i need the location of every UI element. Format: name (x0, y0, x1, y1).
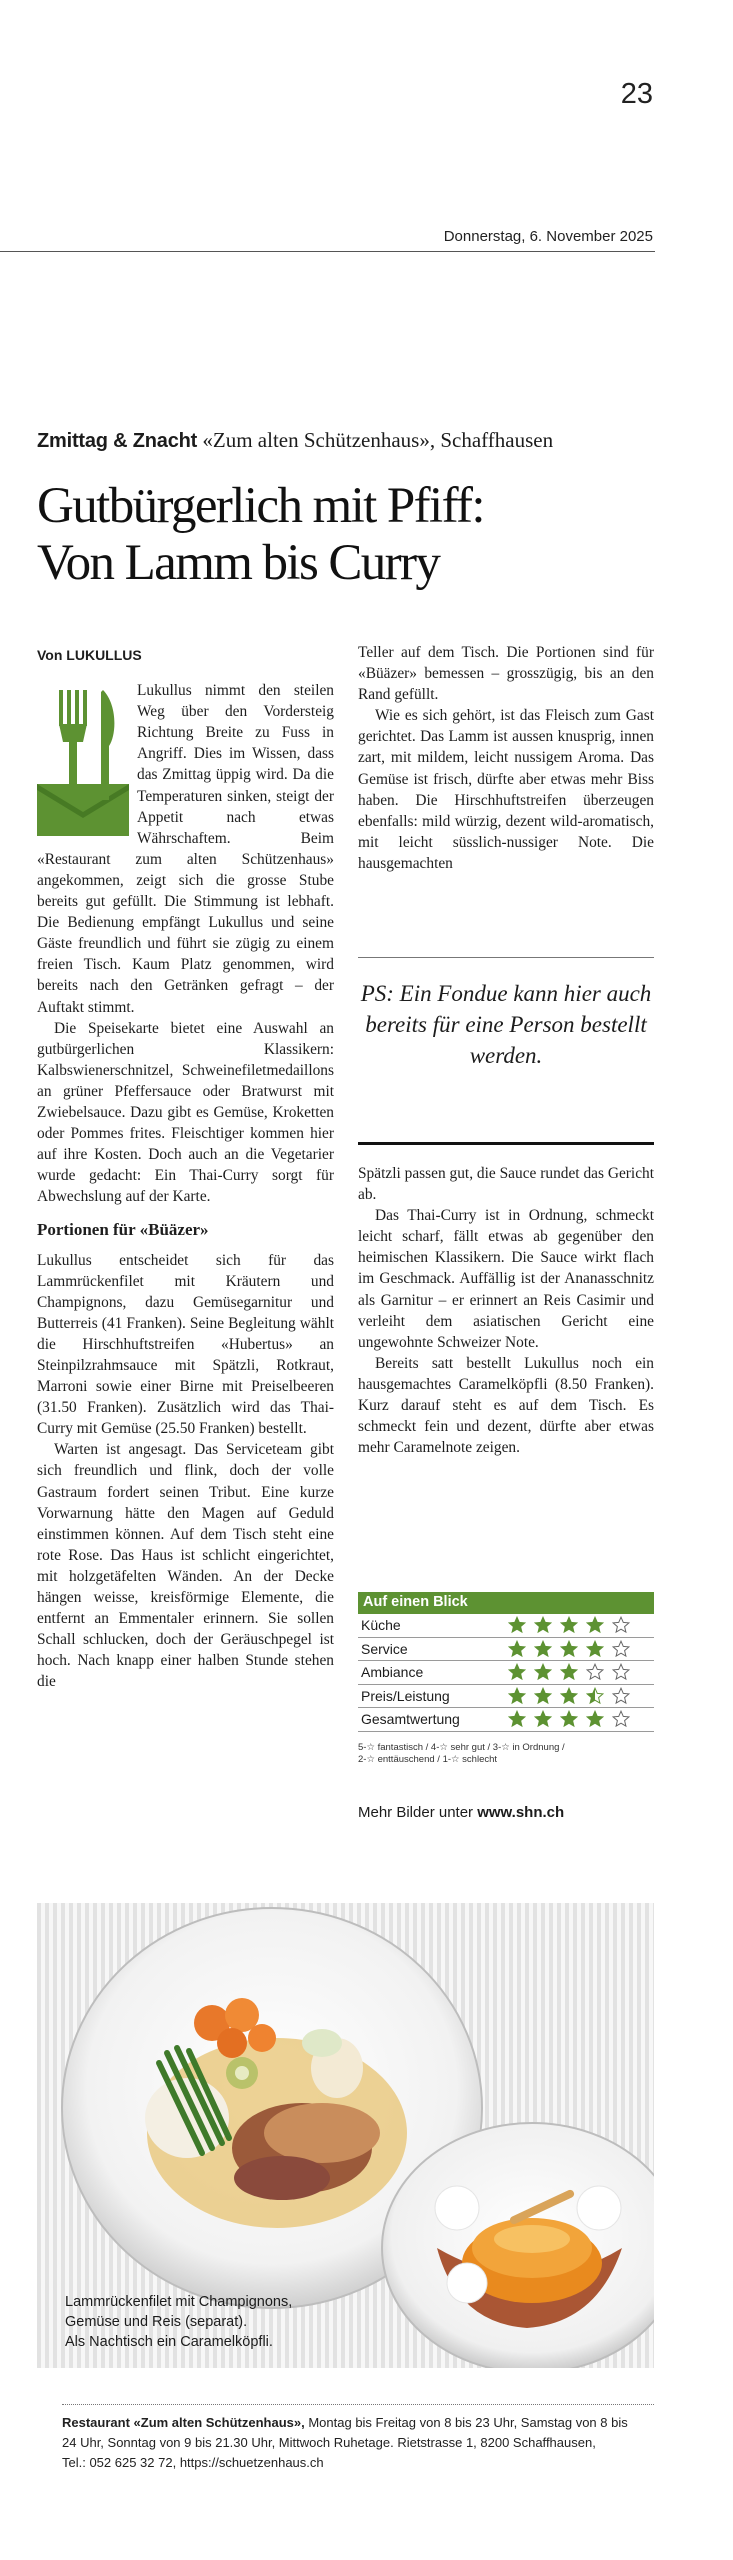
photo-caption-line-1: Lammrückenfilet mit Champignons, (65, 2294, 293, 2310)
rating-title: Auf einen Blick (358, 1592, 654, 1614)
star-empty-icon (612, 1640, 630, 1658)
star-filled-icon (586, 1640, 604, 1658)
more-pictures-link[interactable]: www.shn.ch (477, 1804, 565, 1821)
star-half-icon (586, 1687, 604, 1705)
star-empty-icon (586, 1663, 604, 1681)
headline-line-1: Gutbürgerlich mit Pfiff: (37, 478, 484, 534)
rating-stars (508, 1687, 630, 1705)
star-filled-icon (508, 1640, 526, 1658)
article-paragraph-9: Bereits satt bestellt Lukullus noch ein hausgemachtes Caramelköpfli (8.50 Franken). Kurz darauf steht es auf dem Tisch. Es schmeckt fein und dezent, dürfte aber etwas mehr Caramelnote zeigen. (358, 1354, 654, 1457)
rating-label: Preis/Leistung (361, 1687, 450, 1704)
rating-row (358, 1685, 654, 1709)
restaurant-info-name: Restaurant «Zum alten Schützenhaus», (62, 2415, 305, 2430)
star-filled-icon (560, 1640, 578, 1658)
article-subhead: Portionen für «Büäzer» (37, 1220, 209, 1240)
restaurant-info-line-1 (62, 2413, 654, 2433)
restaurant-info-line-3: Tel.: 052 625 32 72, https://schuetzenhaus.ch (62, 2455, 324, 2470)
issue-date: Donnerstag, 6. November 2025 (443, 228, 653, 245)
star-filled-icon (560, 1663, 578, 1681)
more-pictures-prefix: Mehr Bilder unter (358, 1804, 478, 1821)
star-filled-icon (560, 1687, 578, 1705)
restaurant-info (62, 2413, 654, 2473)
rating-stars (508, 1640, 630, 1658)
rating-row (358, 1708, 654, 1732)
byline: Von LUKULLUS (37, 647, 142, 663)
rating-legend-line-1: 5-☆ fantastisch / 4-☆ sehr gut / 3-☆ in Ordnung / (358, 1741, 565, 1753)
star-filled-icon (586, 1710, 604, 1728)
star-empty-icon (612, 1616, 630, 1634)
rating-stars (508, 1616, 630, 1634)
page-number: 23 (620, 78, 653, 110)
article-paragraph-3: Lukullus entscheidet sich für das Lammrückenfilet mit Kräutern und Champignons, dazu Gemüsegarnitur und Butterreis (41 Franken). Seine Begleitung wählt die Hirschhuftstreifen «Hubertus» an Steinpilzrahmsauce mit Spätzli, Rotkraut, Marroni sowie einer Birne mit Preiselbeeren (31.50 Franken). Zusätzlich wird das Thai-Curry mit Gemüse (25.50 Franken) bestellt. (37, 1251, 334, 1438)
food-photo (37, 1903, 654, 2368)
star-empty-icon (612, 1710, 630, 1728)
cutlery-logo (37, 684, 129, 836)
pull-quote (358, 957, 654, 1145)
restaurant-info-hours: Montag bis Freitag von 8 bis 23 Uhr, Samstag von 8 bis (304, 2415, 628, 2430)
rubric-label: Zmittag & Znacht (37, 430, 198, 452)
kicker (37, 428, 657, 453)
rating-stars (508, 1663, 630, 1681)
article-paragraph-7: Spätzli passen gut, die Sauce rundet das Gericht ab. (358, 1165, 654, 1204)
rating-box (358, 1592, 654, 1766)
article-column-right-bottom (358, 1163, 654, 1458)
star-filled-icon (508, 1663, 526, 1681)
more-pictures (358, 1804, 564, 1821)
restaurant-info-line-2: 24 Uhr, Sonntag von 9 bis 21.30 Uhr, Mittwoch Ruhetage. Rietstrasse 1, 8200 Schaffhausen, (62, 2435, 596, 2450)
rating-label: Gesamtwertung (361, 1711, 460, 1728)
rating-row (358, 1661, 654, 1685)
star-filled-icon (534, 1663, 552, 1681)
article-column-left (37, 645, 334, 1693)
star-filled-icon (534, 1710, 552, 1728)
rating-legend-line-2: 2-☆ enttäuschend / 1-☆ schlecht (358, 1753, 498, 1765)
headline-line-2: Von Lamm bis Curry (37, 535, 440, 591)
star-filled-icon (586, 1616, 604, 1634)
pull-quote-text: PS: Ein Fondue kann hier auch bereits für eine Person bestellt werden. (360, 981, 652, 1068)
article-paragraph-5: Teller auf dem Tisch. Die Portionen sind für «Büäzer» bemessen – grosszügig, bis an den Rand gefüllt. (358, 644, 654, 704)
rating-label: Küche (361, 1617, 401, 1634)
star-filled-icon (560, 1710, 578, 1728)
star-empty-icon (612, 1687, 630, 1705)
star-filled-icon (534, 1687, 552, 1705)
article-column-right-top (358, 642, 654, 874)
article-paragraph-1: Lukullus nimmt den steilen Weg über den Vordersteig Richtung Breite zu Fuss in Angriff. Dies im Wissen, dass das Zmittag üppig wird. Da die Temperaturen sinken, steigt der Appetit nach etwas Währschaftem. Beim «Restaurant zum alten Schützenhaus» angekommen, zeigt sich die grosse Stube bereits gut gefüllt. Die Stimmung ist lebhaft. Die Bedienung empfängt Lukullus und seine Gäste freundlich und führt sie zügig zu einem freien Tisch. Kaum Platz genommen, wird bereits nach den Getränken gefragt – der Auftakt stimmt. (37, 682, 334, 1016)
rating-label: Service (361, 1640, 408, 1657)
article-paragraph-4: Warten ist angesagt. Das Serviceteam gibt sich freundlich und flink, doch der volle Gastraum fordert seinen Tribut. Eine kurze Vorwarnung hätte den Magen auf Geduld einstimmen können. Auf dem Tisch steht eine rote Rose. Das Haus ist schlicht eingerichtet, mit holzgetäfelten Wänden. An der Decke hängen weisse, kreisförmige Elemente, die entfernt an Emmentaler erinnern. Sie sollen Schall schlucken, doch der Geräuschpegel ist hoch. Nach knapp einer halben Stunde stehen die (37, 1441, 334, 1691)
rating-legend (358, 1742, 654, 1766)
rating-label: Ambiance (361, 1664, 424, 1681)
star-empty-icon (612, 1663, 630, 1681)
star-filled-icon (508, 1616, 526, 1634)
rating-stars (508, 1710, 630, 1728)
photo-caption-line-3: Als Nachtisch ein Caramelköpfli. (65, 2334, 273, 2350)
headline (37, 478, 677, 592)
article-paragraph-2: Die Speisekarte bietet eine Auswahl an gutbürgerlichen Klassikern: Kalbswienerschnitzel, Schweinefiletmedaillons an grüner Pfeffersauce oder Bratwurst mit Zwiebelsauce. Dazu gibt es Gemüse, Kroketten oder Pommes frites. Fleischtiger kommen hier auf ihre Kosten. Doch auch an die Vegetarier wurde gedacht: Ein Thai-Curry sorgt für Abwechslung auf der Karte. (37, 1019, 334, 1206)
star-filled-icon (534, 1640, 552, 1658)
star-filled-icon (534, 1616, 552, 1634)
restaurant-name: «Zum alten Schützenhaus», Schaffhausen (202, 428, 554, 452)
rating-rows (358, 1614, 654, 1732)
star-filled-icon (508, 1687, 526, 1705)
footer-divider (62, 2404, 654, 2405)
photo-caption-line-2: Gemüse und Reis (separat). (65, 2314, 248, 2330)
rating-row (358, 1614, 654, 1638)
star-filled-icon (560, 1616, 578, 1634)
rating-row (358, 1638, 654, 1662)
photo-caption (65, 2292, 292, 2352)
article-paragraph-6: Wie es sich gehört, ist das Fleisch zum Gast gerichtet. Das Lamm ist aussen knusprig, innen zart, mit mildem, leicht nussigem Aroma. Das Gemüse ist frisch, dürfte aber etwas mehr Biss haben. Die Hirschhuftstreifen überzeugen ebenfalls: mild würzig, dezent wild-aromatisch, mit leicht süsslich-nussiger Note. Die hausgemachten (358, 707, 654, 872)
article-paragraph-8: Das Thai-Curry ist in Ordnung, schmeckt leicht scharf, fällt etwas ab gegenüber den heimischen Klassikern. Die Sauce wirkt flach im Geschmack. Auffällig ist der Ananasschnitz als Garnitur – er erinnert an Reis Casimir und verleiht dem asiatischen Gericht eine ungewohnte Schweizer Note. (358, 1207, 654, 1351)
star-filled-icon (508, 1710, 526, 1728)
header-divider (0, 251, 655, 252)
